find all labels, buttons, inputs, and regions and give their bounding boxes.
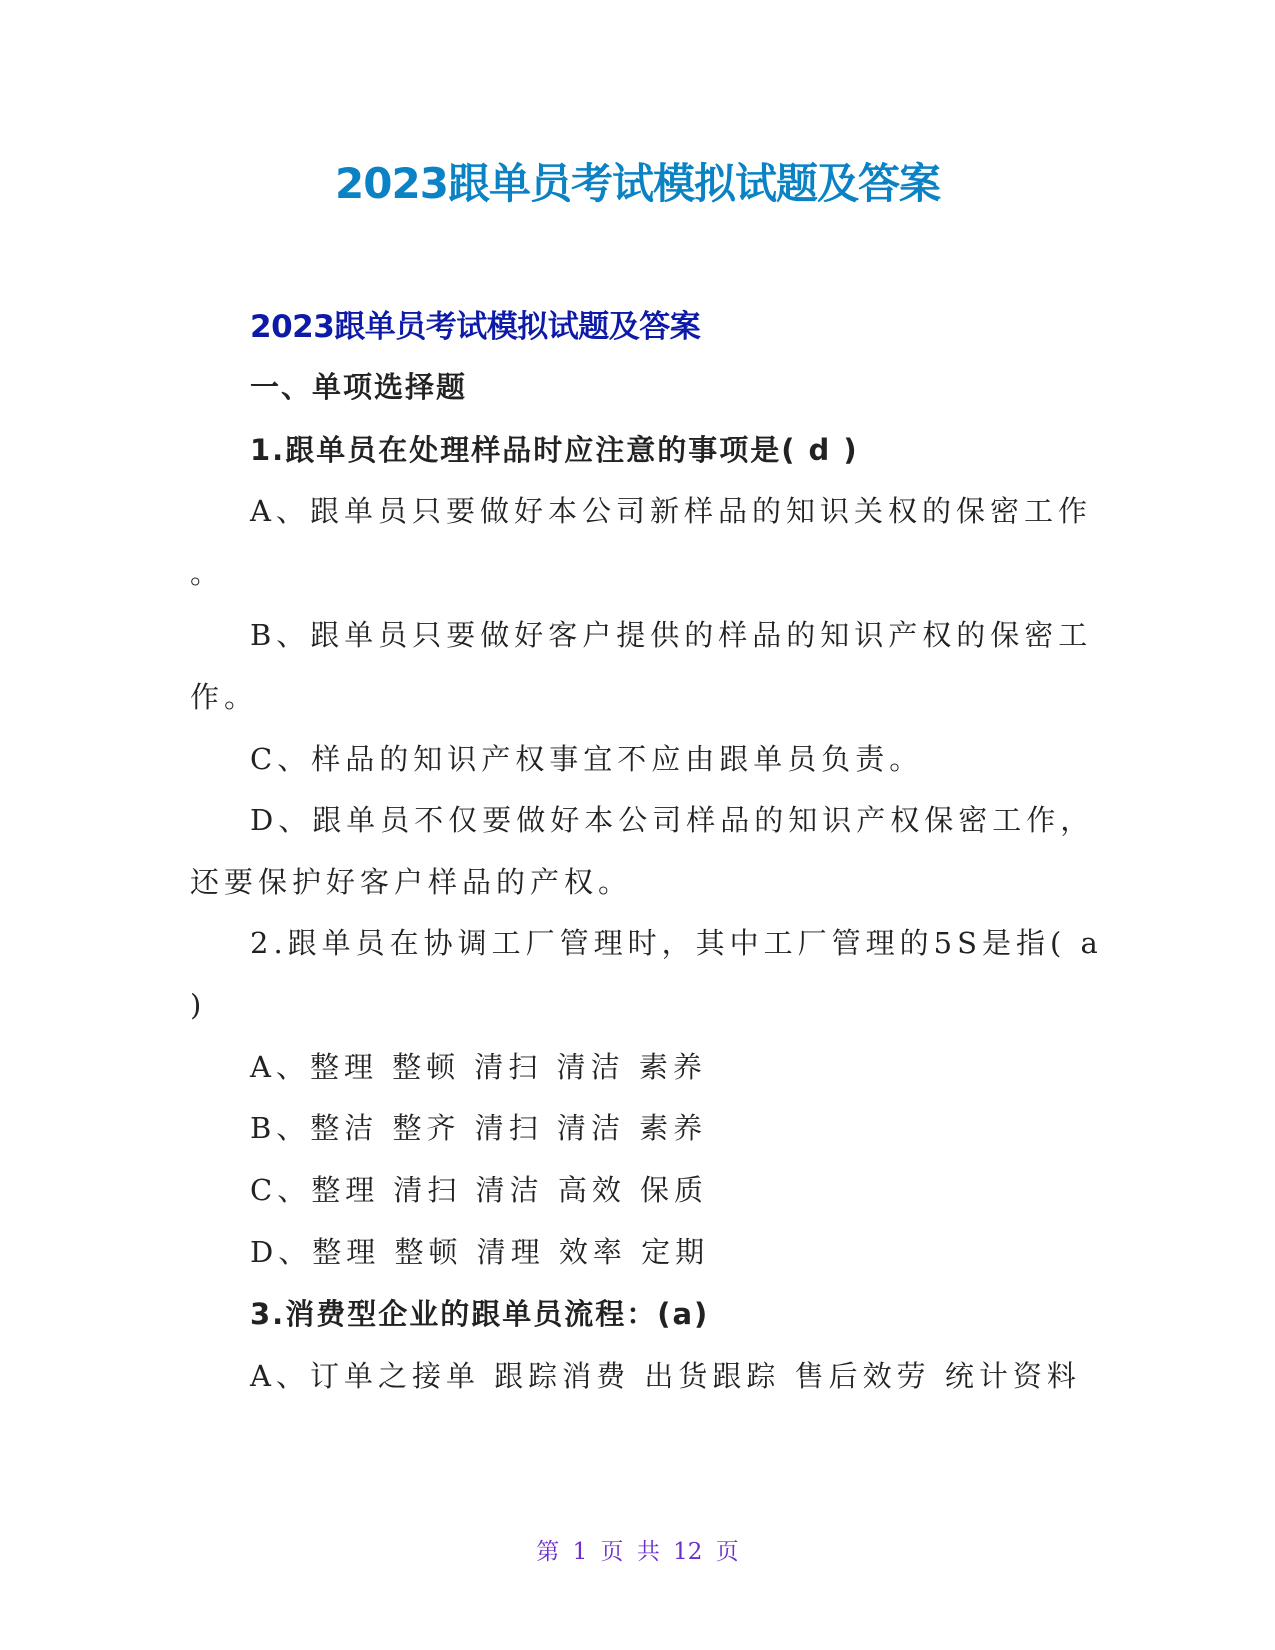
question-1-option-b: B、跟单员只要做好客户提供的样品的知识产权的保密工 — [250, 618, 1093, 652]
question-1: 1.跟单员在处理样品时应注意的事项是( d ) — [250, 433, 859, 467]
question-3: 3.消费型企业的跟单员流程：(a) — [250, 1297, 710, 1331]
question-2-continued: ) — [190, 988, 207, 1022]
question-2-option-d: D、整理 整顿 清理 效率 定期 — [250, 1235, 710, 1269]
question-1-option-a-continued: 。 — [190, 556, 225, 590]
page-footer: 第 1 页 共 12 页 — [536, 1539, 739, 1565]
question-1-option-b-continued: 作。 — [190, 680, 259, 714]
question-1-option-a: A、跟单员只要做好本公司新样品的知识关权的保密工作 — [250, 494, 1092, 528]
question-2: 2.跟单员在协调工厂管理时，其中工厂管理的5S是指( a — [250, 926, 1103, 960]
question-1-option-d-continued: 还要保护好客户样品的产权。 — [190, 865, 633, 899]
question-1-option-d: D、跟单员不仅要做好本公司样品的知识产权保密工作， — [250, 803, 1095, 837]
question-2-option-b: B、整洁 整齐 清扫 清洁 素养 — [250, 1111, 708, 1145]
question-3-option-a: A、订单之接单 跟踪消费 出货跟踪 售后效劳 统计资料 — [250, 1359, 1081, 1393]
page-title: 2023跟单员考试模拟试题及答案 — [335, 159, 940, 208]
question-1-option-c: C、样品的知识产权事宜不应由跟单员负责。 — [250, 742, 924, 776]
section-title: 一、单项选择题 — [250, 370, 468, 404]
question-2-option-c: C、整理 清扫 清洁 高效 保质 — [250, 1173, 709, 1207]
document-heading: 2023跟单员考试模拟试题及答案 — [250, 309, 701, 345]
question-2-option-a: A、整理 整顿 清扫 清洁 素养 — [250, 1050, 707, 1084]
